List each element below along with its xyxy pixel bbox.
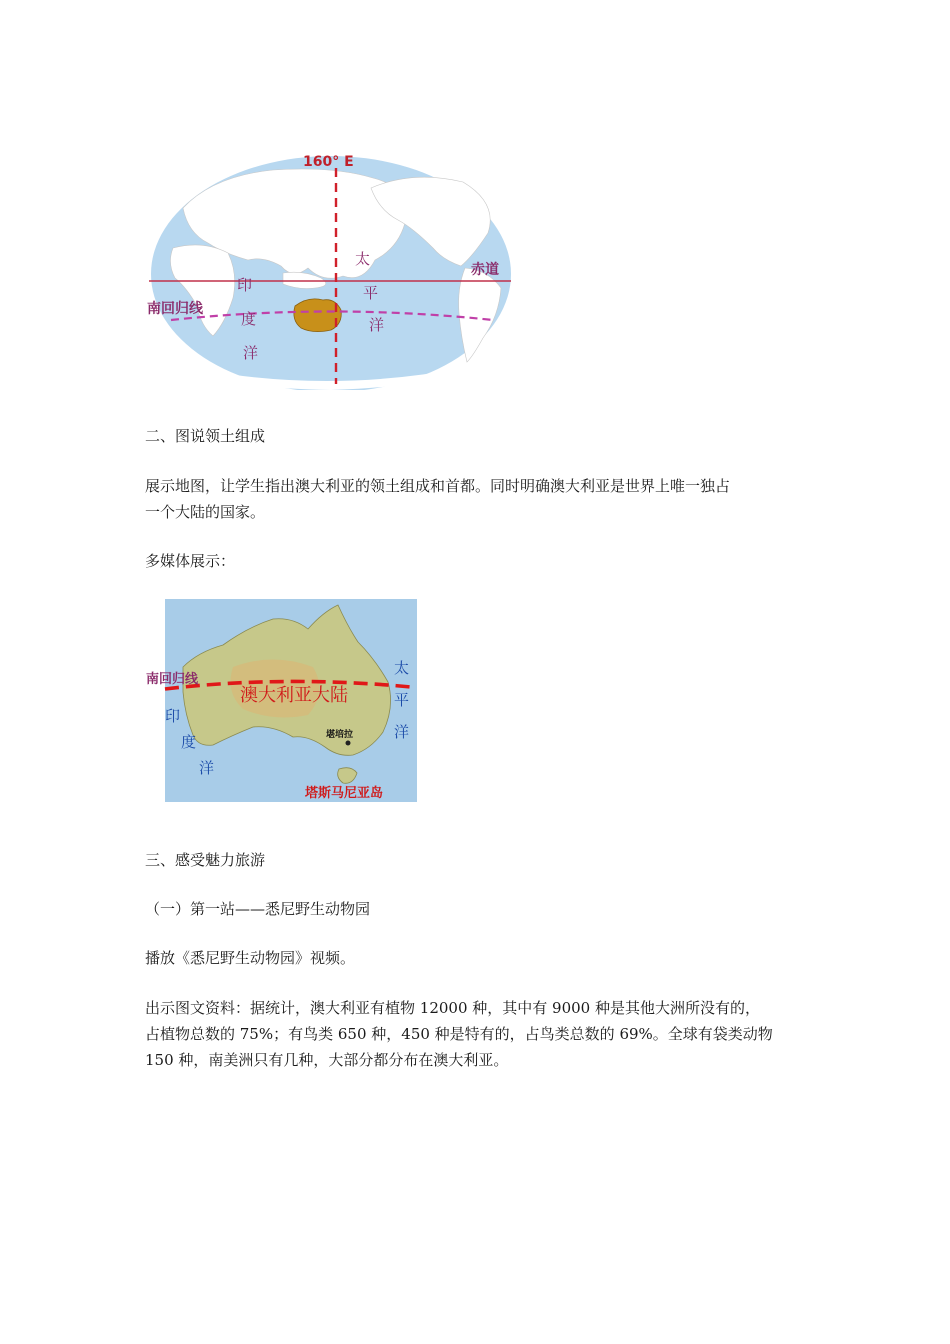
info-line1: 出示图文资料：据统计，澳大利亚有植物 12000 种，其中有 9000 种是其他大洲所没有的， [145, 999, 760, 1017]
tropic-label: 南回归线 [147, 301, 203, 317]
section3-heading: 三、感受魅力旅游 [145, 851, 266, 869]
video-line: 播放《悉尼野生动物园》视频。 [145, 949, 356, 967]
south-america-landmass [459, 268, 501, 362]
indian-ocean-label-3: 洋 [199, 759, 215, 777]
indian-ocean-label-1: 印 [237, 276, 253, 294]
island-label: 塔斯马尼亚岛 [305, 786, 384, 801]
city-label: 堪培拉 [326, 730, 354, 740]
pacific-ocean-label-2: 平 [363, 284, 379, 302]
canberra-marker [346, 741, 351, 746]
pacific-ocean-label-3: 洋 [394, 723, 410, 741]
media-label: 多媒体展示： [145, 552, 236, 570]
tropic-label: 南回归线 [146, 672, 199, 687]
info-line3: 150 种，南美洲只有几种，大部分都分布在澳大利亚。 [145, 1051, 509, 1069]
meridian-label: 160° E [303, 154, 354, 170]
indian-ocean-label-2: 度 [181, 733, 197, 751]
indian-ocean-label-3: 洋 [243, 344, 259, 362]
pacific-ocean-label-1: 太 [355, 250, 371, 268]
section3-subheading: （一）第一站——悉尼野生动物园 [145, 900, 371, 918]
pacific-ocean-label-2: 平 [394, 691, 410, 709]
continent-label: 澳大利亚大陆 [240, 685, 348, 706]
australia-landmass [294, 299, 341, 332]
info-line2: 占植物总数的 75%；有鸟类 650 种，450 种是特有的，占鸟类总数的 69%。全球有袋类动物 [145, 1025, 773, 1043]
world-map [143, 148, 520, 390]
indian-ocean-label-2: 度 [241, 310, 257, 328]
pacific-ocean-label-1: 太 [394, 659, 410, 677]
australia-map [143, 597, 418, 804]
section2-para-line1: 展示地图，让学生指出澳大利亚的领土组成和首都。同时明确澳大利亚是世界上唯一独占 [145, 477, 731, 495]
indian-ocean-label-1: 印 [165, 707, 181, 725]
pacific-ocean-label-3: 洋 [369, 316, 385, 334]
equator-label: 赤道 [471, 262, 499, 278]
section2-heading: 二、图说领土组成 [145, 427, 266, 445]
section2-para-line2: 一个大陆的国家。 [145, 503, 266, 521]
